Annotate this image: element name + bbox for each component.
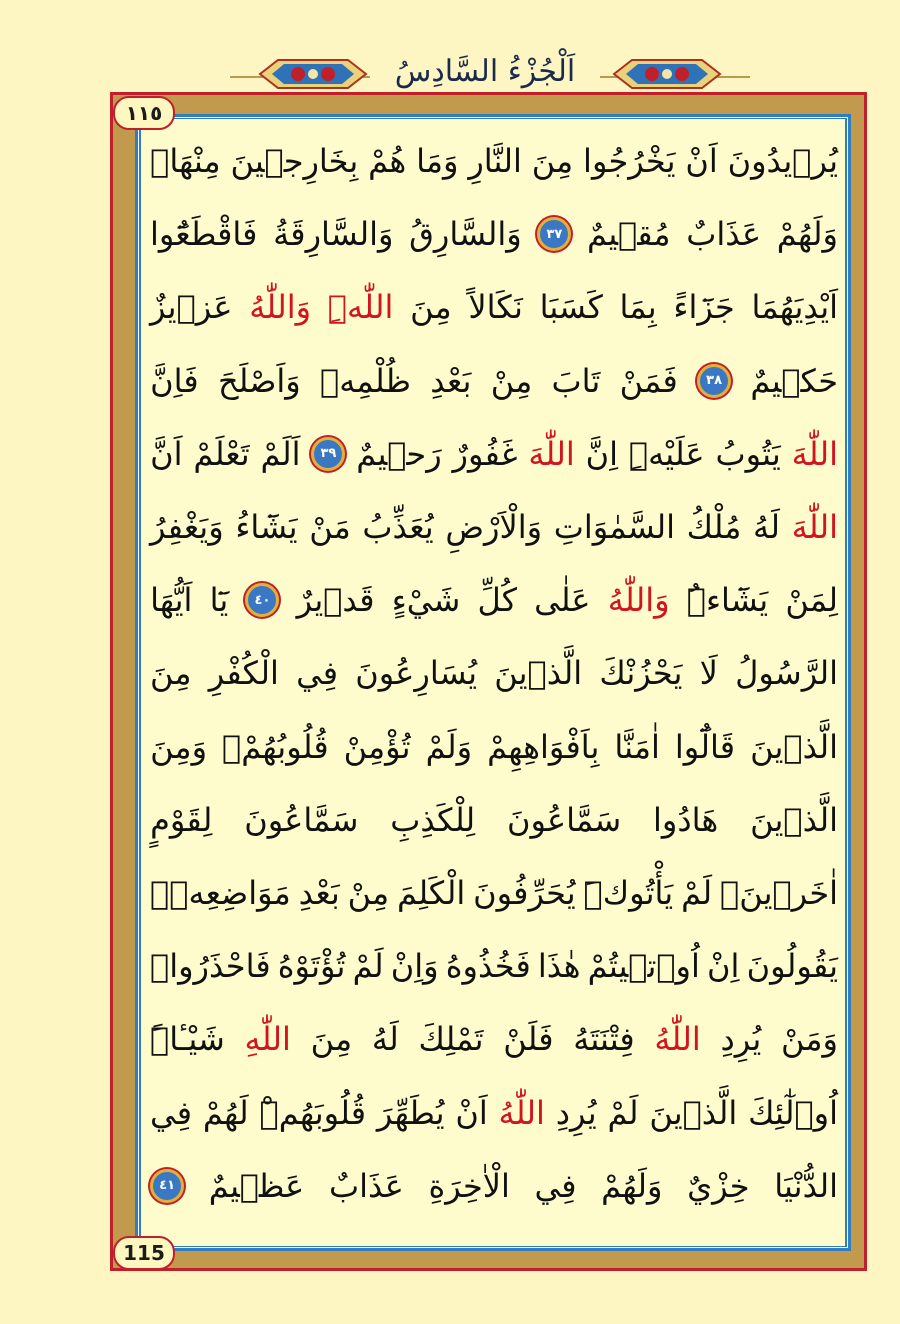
text-line <box>150 276 838 338</box>
word: وَالسَّارِقَةُ <box>273 215 394 254</box>
word: كُلِّ <box>477 581 517 620</box>
text-line <box>150 789 838 851</box>
word: سَمَّاعُونَ <box>507 800 622 839</box>
word: اُو۫ت۪يتُمْ <box>587 947 700 986</box>
word: فَلَنْ <box>503 1020 554 1059</box>
word: عَلٰى <box>534 581 591 620</box>
word: اَيْدِيَهُمَا <box>751 288 838 327</box>
word: وَالْاَرْضِ <box>445 508 543 546</box>
word: وَاَصْلَحَ <box>217 361 301 400</box>
divine-name-word: اللّٰهَ <box>791 434 838 473</box>
text-line <box>150 569 838 631</box>
word: وَلَمْ <box>425 727 473 766</box>
word: الْكُفْرِ <box>208 654 279 693</box>
word: بِمَا <box>619 288 657 327</box>
word: مِنَ <box>310 1020 353 1059</box>
word: سَمَّاعُونَ <box>244 800 359 839</box>
word: شَيْءٍ <box>391 581 461 620</box>
word: هٰذَا <box>537 947 581 986</box>
word: يَتُوبُ <box>715 434 781 473</box>
text-line <box>150 423 838 485</box>
word: يَأْتُوكَۜ <box>583 874 674 912</box>
word: مَنْ <box>309 508 351 546</box>
word: عَذَابٌ <box>686 215 762 254</box>
word: اَيُّهَا <box>150 581 193 620</box>
word: فِي <box>296 654 339 693</box>
word: شَيْـٔاًۜ <box>150 1020 225 1059</box>
word: مِنْ <box>490 361 533 400</box>
word: تَمْلِكَ <box>418 1020 484 1059</box>
word: عَظ۪يمٌ <box>208 1166 305 1205</box>
word: مُق۪يمٌ <box>587 215 671 254</box>
word: فَاقْطَعُٓوا <box>150 215 258 254</box>
word: لَمْ <box>681 874 713 912</box>
word: يُعَذِّبُ <box>362 508 434 546</box>
word: هُمْ <box>368 142 407 180</box>
word: فَخُذُوهُ <box>445 947 531 986</box>
word: لَمْ <box>352 947 384 986</box>
word: لَا <box>699 654 718 693</box>
text-line <box>150 1155 838 1217</box>
word: يُر۪يدُونَ <box>727 142 838 180</box>
word: بَعْدِ <box>298 874 340 912</box>
word: رَح۪يمٌ <box>356 434 442 473</box>
text-line <box>150 642 838 704</box>
word: مِنَ <box>410 288 452 327</box>
divine-name-word: وَاللّٰهُ <box>607 581 670 620</box>
word: بِخَارِج۪ينَ <box>230 142 359 180</box>
word: قُلُوبَهُمْۜ <box>259 1093 367 1132</box>
word: يَخْرُجُوا <box>583 142 676 180</box>
word: يُرِدِ <box>720 1020 762 1059</box>
word: تَابَ <box>551 361 601 400</box>
word: قَالُٓوا <box>674 727 736 766</box>
word: يَشَٓاءُۜ <box>686 581 769 620</box>
word: مِنْ <box>347 874 390 912</box>
text-line <box>150 862 838 924</box>
word: وَيَغْفِرُ <box>150 508 224 546</box>
page-number-bottom: 115 <box>113 1236 175 1270</box>
text-line <box>150 203 838 265</box>
divine-name-word: اللّٰهَ <box>528 434 575 473</box>
word: نَكَالاً <box>468 288 523 327</box>
word: اَلَمْ <box>260 434 301 473</box>
word: لَمْ <box>607 1093 639 1132</box>
word: وَالسَّارِقُ <box>409 215 522 254</box>
ayah-number-marker: ٣٩ <box>311 437 345 471</box>
ayah-number-marker: ٤٠ <box>245 583 279 617</box>
word: اَنْ <box>455 1093 488 1132</box>
divine-name-word: اللّٰهُ <box>498 1093 545 1132</box>
text-line <box>150 496 838 558</box>
ayah-number-marker: ٤١ <box>150 1169 184 1203</box>
word: بِاَفْوَاهِهِمْ <box>487 727 600 766</box>
page-number-top: ١١٥ <box>113 96 175 130</box>
word: الَّذ۪ينَ <box>750 800 838 839</box>
word: تَعْلَمْ <box>193 434 250 473</box>
word: عَز۪يزٌ <box>150 288 233 327</box>
word: اُو۬لٰٓئِكَ <box>748 1093 838 1132</box>
divine-name-word: اللّٰهِۜ <box>327 288 394 327</box>
ayah-number-marker: ٣٨ <box>697 364 731 398</box>
word: فَاِنَّ <box>150 361 199 400</box>
word: الَّذ۪ينَ <box>494 654 583 693</box>
word: وَلَهُمْ <box>776 215 838 254</box>
word: يُطَهِّرَ <box>376 1093 445 1132</box>
word: غَفُورٌ <box>452 434 518 473</box>
word: عَلَيْهِۜ <box>628 434 705 473</box>
word: مِنْهَاۘ <box>150 142 221 180</box>
ayah-number-marker: ٣٧ <box>537 217 571 251</box>
word: مُلْكُ <box>686 508 742 546</box>
word: النَّارِ <box>468 142 522 180</box>
word: فِي <box>150 1093 192 1132</box>
header-ornament-right-icon <box>612 56 722 92</box>
divine-name-word: اللّٰهُ <box>654 1020 701 1059</box>
juz-title: اَلْجُزْءُ السَّادِسُ <box>394 54 576 89</box>
word: الدُّنْيَا <box>774 1166 838 1205</box>
word: اِنَّ <box>585 434 619 473</box>
word: وَمَنْ <box>781 1020 838 1059</box>
divine-name-word: اللّٰهَ <box>791 508 838 546</box>
word: فَاحْذَرُواۜ <box>150 947 271 986</box>
text-line <box>150 716 838 778</box>
word: اِنْ <box>707 947 740 986</box>
word: مَوَاضِعِه۪ۚ <box>150 874 291 912</box>
word: اٰمَنَّا <box>614 727 660 766</box>
word: يُرِدِ <box>555 1093 597 1132</box>
word: يَشَٓاءُ <box>235 508 298 546</box>
word: مِنَ <box>531 142 574 180</box>
word: لَهُمْ <box>202 1093 249 1132</box>
word: فَمَنْ <box>619 361 678 400</box>
text-line <box>150 1082 838 1144</box>
word: جَزَٓاءً <box>673 288 735 327</box>
word: قَد۪يرٌ <box>296 581 375 620</box>
word: الَّذ۪ينَ <box>649 1093 738 1132</box>
word: يَحْزُنْكَ <box>599 654 683 693</box>
divine-name-word: وَاللّٰهُ <box>249 288 312 327</box>
word: الْكَلِمَ <box>397 874 466 912</box>
word: مِنَ <box>150 654 192 693</box>
word: قُلُوبُهُمْۚ <box>222 727 329 766</box>
word: الْاٰخِرَةِ <box>428 1166 510 1205</box>
word: هَادُوا <box>653 800 719 839</box>
word: تُؤْتَوْهُ <box>277 947 346 986</box>
word: فِي <box>534 1166 577 1205</box>
word: عَذَابٌ <box>328 1166 404 1205</box>
text-line <box>150 130 838 192</box>
word: اَنَّ <box>150 434 183 473</box>
word: وَمِنَ <box>150 727 208 766</box>
quran-text <box>150 130 838 1240</box>
word: السَّمٰوَاتِ <box>553 508 675 546</box>
word: حَك۪يمٌ <box>750 361 838 400</box>
word: يَٓا <box>209 581 229 620</box>
word: لَهُ <box>753 508 780 546</box>
word: خِزْيٌ <box>687 1166 750 1205</box>
word: وَمَا <box>416 142 459 180</box>
word: الَّذ۪ينَ <box>750 727 838 766</box>
word: اٰخَر۪ينَۙ <box>720 874 838 912</box>
header-ornament-left-icon <box>258 56 368 92</box>
divine-name-word: اللّٰهِ <box>244 1020 291 1059</box>
word: يَقُولُونَ <box>746 947 838 986</box>
word: لَهُ <box>371 1020 399 1059</box>
text-line <box>150 935 838 997</box>
text-line <box>150 1008 838 1070</box>
word: وَلَهُمْ <box>601 1166 663 1205</box>
word: يُسَارِعُونَ <box>355 654 478 693</box>
word: الرَّسُولُ <box>735 654 838 693</box>
word: اَنْ <box>685 142 718 180</box>
word: يُحَرِّفُونَ <box>473 874 576 912</box>
word: لِلْكَذِبِ <box>390 800 476 839</box>
word: فِتْنَتَهُ <box>573 1020 635 1059</box>
word: بَعْدِ <box>430 361 472 400</box>
word: لِمَنْ <box>785 581 838 620</box>
word: تُؤْمِنْ <box>343 727 411 766</box>
word: لِقَوْمٍ <box>150 800 213 839</box>
word: وَاِنْ <box>390 947 439 986</box>
text-line <box>150 350 838 412</box>
word: كَسَبَا <box>539 288 603 327</box>
word: ظُلْمِه۪ <box>320 361 411 400</box>
